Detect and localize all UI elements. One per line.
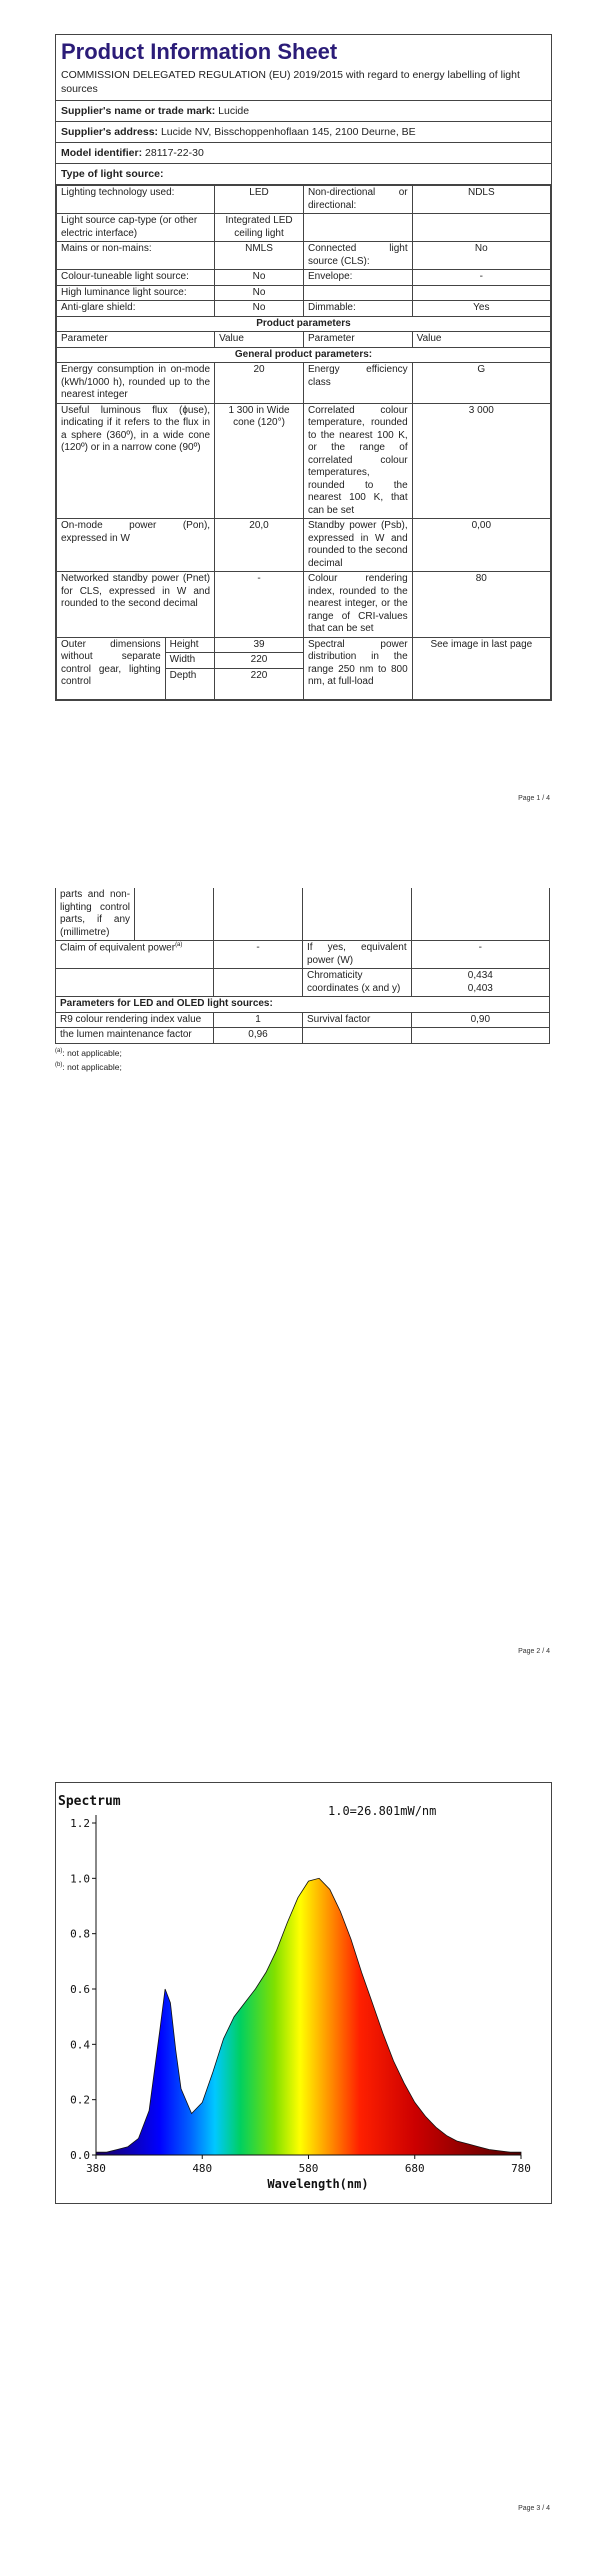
plot-area bbox=[70, 1815, 531, 2175]
cap-value: Integrated LED ceiling light bbox=[215, 214, 304, 242]
lumen-label: the lumen maintenance factor bbox=[56, 1028, 214, 1044]
netstandby-value: - bbox=[215, 572, 304, 638]
depth-value: 220 bbox=[215, 668, 304, 699]
product-params-heading: Product parameters bbox=[57, 316, 551, 332]
dim-label: Dimmable: bbox=[303, 301, 412, 317]
dims-continued: parts and non-lighting control parts, if any (millimetre) bbox=[56, 888, 135, 941]
energy-label: Energy consumption in on-mode (kWh/1000 h), rounded up to the nearest integer bbox=[57, 363, 215, 404]
table-row bbox=[57, 637, 551, 653]
surv-value: 0,90 bbox=[411, 1012, 549, 1028]
claim-value: - bbox=[214, 941, 303, 969]
eq-label: If yes, equivalent power (W) bbox=[302, 941, 411, 969]
table-row bbox=[56, 1028, 550, 1044]
r9-label: R9 colour rendering index value bbox=[56, 1012, 214, 1028]
cct-value: 3 000 bbox=[412, 403, 550, 519]
cap-label: Light source cap-type (or other electric interface) bbox=[57, 214, 215, 242]
tune-label: Colour-tuneable light source: bbox=[57, 270, 215, 286]
onpower-label: On-mode power (Pon), expressed in W bbox=[57, 519, 215, 572]
led-params-heading: Parameters for LED and OLED light sources: bbox=[56, 997, 550, 1013]
type-row bbox=[56, 164, 551, 185]
standby-value: 0,00 bbox=[412, 519, 550, 572]
table-row bbox=[57, 285, 551, 301]
chart-annotation: 1.0=26.801mW/nm bbox=[328, 1804, 437, 1818]
empty-cell bbox=[412, 214, 550, 242]
supplier-address-label: Supplier's address: bbox=[61, 126, 159, 139]
height-value: 39 bbox=[215, 637, 304, 653]
y-tick-label: 0.6 bbox=[70, 1983, 90, 1996]
surv-label: Survival factor bbox=[302, 1012, 411, 1028]
empty-cell bbox=[412, 285, 550, 301]
dir-value: NDLS bbox=[412, 186, 550, 214]
page-2-content bbox=[55, 888, 550, 1072]
chrom-y: 0,403 bbox=[467, 982, 493, 994]
supplier-name: Lucide bbox=[218, 105, 250, 118]
table-row bbox=[57, 572, 551, 638]
width-label: Width bbox=[165, 653, 214, 669]
spectrum-area bbox=[96, 1878, 521, 2155]
table-row bbox=[57, 242, 551, 270]
supplier-address: Lucide NV, Bisschoppenhoflaan 145, 2100 Deurne, BE bbox=[160, 126, 416, 139]
class-label: Energy efficiency class bbox=[303, 363, 412, 404]
col-value-2: Value bbox=[412, 332, 550, 348]
page-number: Page 3 / 4 bbox=[518, 2505, 550, 2512]
tech-label: Lighting technology used: bbox=[57, 186, 215, 214]
type-label: Type of light source: bbox=[61, 168, 164, 181]
table-row bbox=[57, 270, 551, 286]
flux-value: 1 300 in Wide cone (120°) bbox=[215, 403, 304, 519]
eq-value: - bbox=[411, 941, 549, 969]
width-value: 220 bbox=[215, 653, 304, 669]
spectrum-chart bbox=[55, 1782, 552, 2204]
chrom-x: 0,434 bbox=[467, 970, 493, 981]
footnote-a bbox=[55, 1048, 550, 1058]
table-row bbox=[57, 186, 551, 214]
page-number: Page 1 / 4 bbox=[518, 795, 550, 802]
mains-value: NMLS bbox=[215, 242, 304, 270]
height-label: Height bbox=[165, 637, 214, 653]
empty-cell bbox=[135, 888, 214, 941]
empty-cell bbox=[214, 888, 303, 941]
depth-label: Depth bbox=[165, 668, 214, 699]
ag-label: Anti-glare shield: bbox=[57, 301, 215, 317]
section-row bbox=[57, 347, 551, 363]
product-info-sheet bbox=[55, 34, 552, 701]
column-header-row bbox=[57, 332, 551, 348]
table-row bbox=[57, 519, 551, 572]
section-row bbox=[56, 997, 550, 1013]
standby-label: Standby power (Psb), expressed in W and rounded to the second decimal bbox=[303, 519, 412, 572]
y-tick-label: 0.2 bbox=[70, 2093, 90, 2107]
y-tick-label: 0.4 bbox=[70, 2038, 90, 2052]
x-axis-label: Wavelength(nm) bbox=[267, 2177, 369, 2191]
dim-value: Yes bbox=[412, 301, 550, 317]
y-tick-label: 1.2 bbox=[70, 1817, 90, 1830]
supplier-name-label: Supplier's name or trade mark: bbox=[61, 105, 216, 118]
empty-cell bbox=[303, 285, 412, 301]
table-row bbox=[57, 214, 551, 242]
chrom-values bbox=[411, 969, 549, 997]
page-title: Product Information Sheet bbox=[61, 39, 338, 64]
env-label: Envelope: bbox=[303, 270, 412, 286]
cls-value: No bbox=[412, 242, 550, 270]
tune-value: No bbox=[215, 270, 304, 286]
col-value-1: Value bbox=[215, 332, 304, 348]
netstandby-label: Networked standby power (Pnet) for CLS, expressed in W and rounded to the second decimal bbox=[57, 572, 215, 638]
table-row bbox=[57, 301, 551, 317]
lumen-value: 0,96 bbox=[214, 1028, 303, 1044]
cct-label: Correlated colour temperature, rounded to the nearest 100 K, or the range of correlated colour temperatures, rounded to the nearest 100 K, that can be set bbox=[303, 403, 412, 519]
empty-cell bbox=[411, 1028, 549, 1044]
model-identifier: 28117-22-30 bbox=[145, 147, 204, 160]
class-value: G bbox=[412, 363, 550, 404]
table-row bbox=[56, 888, 550, 941]
mains-label: Mains or non-mains: bbox=[57, 242, 215, 270]
light-source-table bbox=[56, 185, 551, 700]
table-row bbox=[57, 403, 551, 519]
page-number: Page 2 / 4 bbox=[518, 1648, 550, 1655]
x-tick-label: 480 bbox=[192, 2162, 213, 2175]
footnote-a-marker: (a) bbox=[55, 1047, 63, 1054]
y-tick-label: 0.8 bbox=[70, 1927, 90, 1941]
x-tick-label: 380 bbox=[86, 2162, 106, 2175]
spd-label: Spectral power distribution in the range 250 nm to 800 nm, at full-load bbox=[303, 637, 412, 699]
chart-title: Spectrum bbox=[58, 1794, 121, 1809]
r9-value: 1 bbox=[214, 1012, 303, 1028]
empty-cell bbox=[411, 888, 549, 941]
section-row bbox=[57, 316, 551, 332]
cri-label: Colour rendering index, rounded to the nearest integer, or the range of CRI-values that can be set bbox=[303, 572, 412, 638]
empty-cell bbox=[302, 1028, 411, 1044]
footnote-b bbox=[55, 1062, 550, 1072]
table-row bbox=[56, 969, 550, 997]
claim-label-cell bbox=[56, 941, 214, 969]
tech-value: LED bbox=[215, 186, 304, 214]
model-row bbox=[56, 143, 551, 164]
empty-cell bbox=[214, 969, 303, 997]
model-label: Model identifier: bbox=[61, 147, 143, 160]
empty-cell bbox=[56, 969, 214, 997]
flux-label: Useful luminous flux (ɸuse), indicating if it refers to the flux in a sphere (360º), in a wide cone (120º) or in a narrow cone (90º) bbox=[57, 403, 215, 519]
footnote-b-marker: (b) bbox=[55, 1061, 63, 1068]
supplier-name-row bbox=[56, 101, 551, 122]
x-tick-label: 780 bbox=[511, 2162, 531, 2175]
cri-value: 80 bbox=[412, 572, 550, 638]
parameters-continued-table bbox=[55, 888, 550, 1044]
footnote-b-text: : not applicable; bbox=[62, 1061, 122, 1072]
onpower-value: 20,0 bbox=[215, 519, 304, 572]
hl-label: High luminance light source: bbox=[57, 285, 215, 301]
ag-value: No bbox=[215, 301, 304, 317]
empty-cell bbox=[302, 888, 411, 941]
y-tick-label: 0.0 bbox=[70, 2149, 90, 2162]
table-row bbox=[56, 1012, 550, 1028]
cls-label: Connected light source (CLS): bbox=[303, 242, 412, 270]
claim-footnote-ref: (a) bbox=[175, 942, 183, 948]
env-value: - bbox=[412, 270, 550, 286]
hl-value: No bbox=[215, 285, 304, 301]
spd-value: See image in last page bbox=[412, 637, 550, 699]
x-tick-label: 580 bbox=[298, 2162, 319, 2175]
table-row bbox=[57, 363, 551, 404]
claim-label: Claim of equivalent power bbox=[60, 942, 176, 954]
col-param-2: Parameter bbox=[303, 332, 412, 348]
col-param-1: Parameter bbox=[57, 332, 215, 348]
regulation-text: COMMISSION DELEGATED REGULATION (EU) 2019/2015 with regard to energy labelling of light sources bbox=[56, 67, 551, 101]
footnote-a-text: : not applicable; bbox=[62, 1047, 122, 1058]
dims-label: Outer dimensions without separate control gear, lighting control bbox=[57, 637, 166, 699]
y-tick-label: 1.0 bbox=[70, 1872, 90, 1886]
table-row bbox=[56, 941, 550, 969]
spectrum-svg bbox=[56, 1783, 551, 2203]
empty-cell bbox=[303, 214, 412, 242]
chrom-label: Chromaticity coordinates (x and y) bbox=[302, 969, 411, 997]
dir-label: Non-directional or directional: bbox=[303, 186, 412, 214]
supplier-address-row bbox=[56, 122, 551, 143]
energy-value: 20 bbox=[215, 363, 304, 404]
x-tick-label: 680 bbox=[404, 2162, 425, 2175]
general-params-heading: General product parameters: bbox=[57, 347, 551, 363]
